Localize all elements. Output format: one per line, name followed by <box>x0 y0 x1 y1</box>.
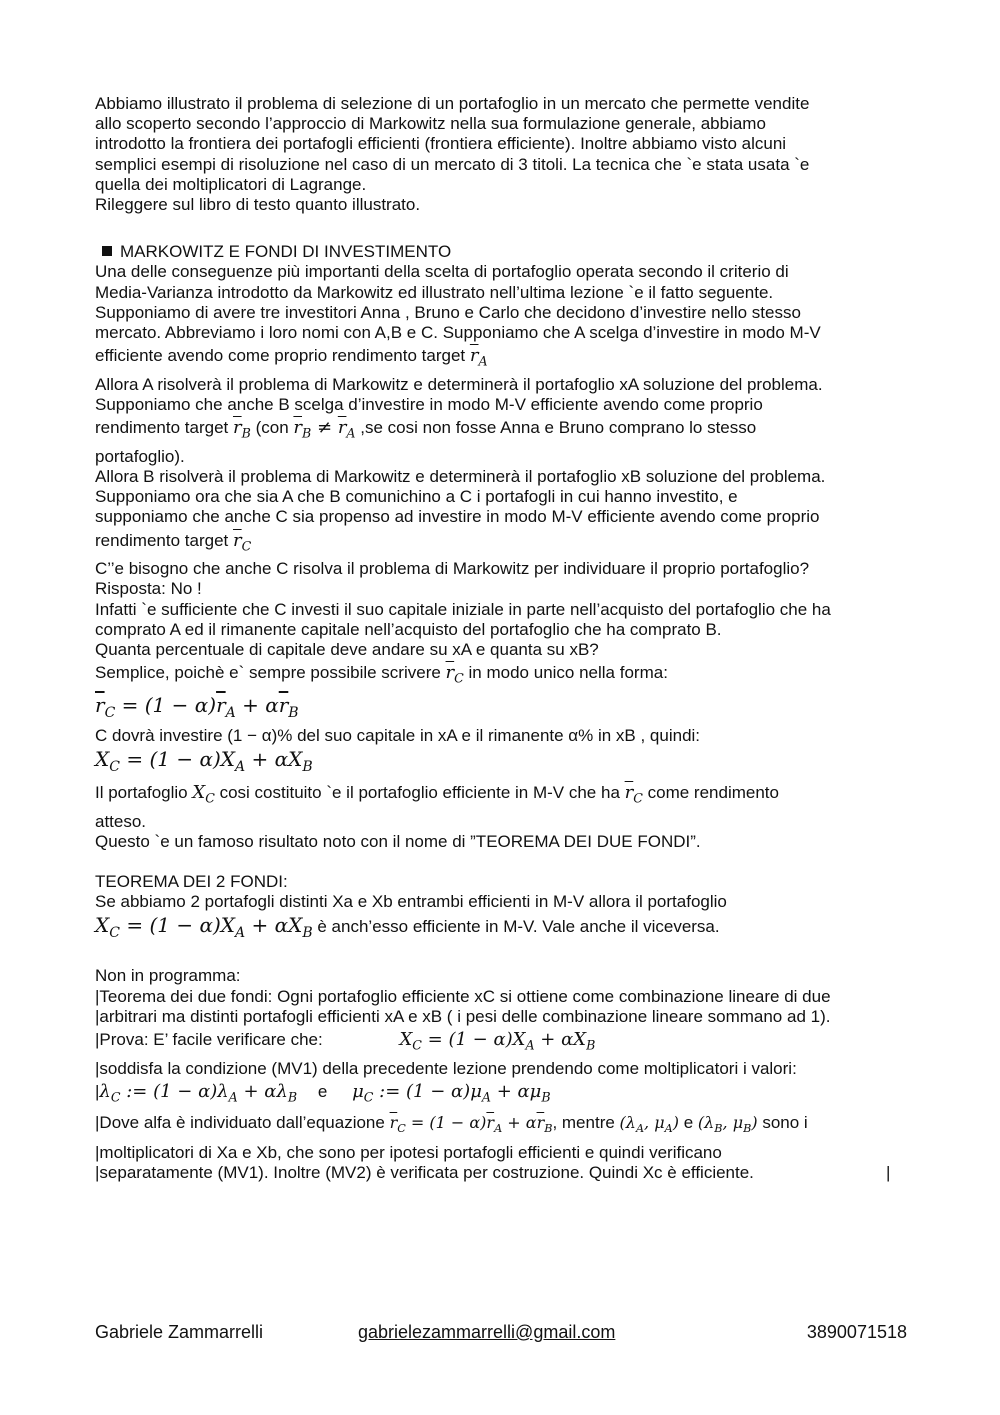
intro-line: Rileggere sul libro di testo quanto illustrato. <box>95 195 421 215</box>
text-line: Quanta percentuale di capitale deve andare su xA e quanta su xB? <box>95 640 599 660</box>
square-bullet-icon <box>102 246 112 256</box>
intro-line: quella dei moltiplicatori di Lagrange. <box>95 174 367 194</box>
section-heading-markowitz <box>95 242 915 262</box>
text-line: Supponiamo di avere tre investitori Anna , Bruno e Carlo che decidono d’investire nello stesso <box>95 302 801 322</box>
author-name: Gabriele Zammarrelli <box>95 1322 264 1342</box>
intro-line: semplici esempi di risoluzione nel caso di un mercato di 3 titoli. La tecnica che `e stata usata `e <box>95 154 810 174</box>
math-r-c: $\overline{r}_C$ <box>445 662 464 686</box>
not-in-program-section <box>95 966 915 1183</box>
text-line-multipliers <box>95 1079 915 1111</box>
text-fragment: |Dove alfa è individuato dall’equazione <box>95 1113 385 1133</box>
text-line: Media-Varianza introdotto da Markowitz ed illustrato nell’ultima lezione `e il fatto seguente. <box>95 282 774 302</box>
text-line: |arbitrari ma distinti portafogli efficienti xA e xB ( i pesi delle combinazione lineare sommano ad 1). <box>95 1006 831 1026</box>
math-formula: $X_C = (1 - \alpha)X_A + \alpha X_B$ <box>95 913 313 942</box>
text-line: Infatti `e sufficiente che C investi il suo capitale iniziale in parte nell’acquisto del portafoglio che ha <box>95 599 831 619</box>
section-heading-non-in-programma: Non in programma: <box>95 966 241 986</box>
text-line: Una delle conseguenze più importanti della scelta di portafoglio operata secondo il criterio di <box>95 262 789 282</box>
text-line-target-c <box>95 528 915 560</box>
math-equation: $\overline{r}_C = (1 - \alpha)\overline{r}_A + \alpha\overline{r}_B$ <box>389 1113 553 1136</box>
text-line: C dovrà investire (1 − α)% del suo capitale in xA e il rimanente α% in xB , quindi: <box>95 725 701 745</box>
text-line: Questo `e un famoso risultato noto con il nome di ”TEOREMA DEI DUE FONDI”. <box>95 831 701 851</box>
math-r-c: $\overline{r}_C$ <box>232 529 252 554</box>
intro-line: allo scoperto secondo l’approccio di Markowitz nella sua formulazione generale, abbiamo <box>95 114 766 134</box>
text-line-semplice <box>95 660 915 692</box>
text-line: |Teorema dei due fondi: Ogni portafoglio efficiente xC si ottiene come combinazione lineare di due <box>95 986 831 1006</box>
text-fragment: Il portafoglio <box>95 783 188 803</box>
text-fragment: come rendimento <box>647 783 779 803</box>
math-r-c: $\overline{r}_C$ <box>624 782 643 806</box>
math-pair-b: ($\lambda_B$, $\mu_B$) <box>697 1113 758 1136</box>
math-formula: $\overline{r}_C = (1 - \alpha)\overline{r}_A + \alpha\overline{r}_B$ <box>95 692 299 721</box>
text-fragment: , mentre <box>552 1113 615 1133</box>
math-r-b-neq-r-a: $\overline{r}_B \ne \overline{r}_A$ <box>293 417 356 441</box>
document-body <box>95 94 915 1183</box>
section-heading-teorema: TEOREMA DEI 2 FONDI: <box>95 872 288 892</box>
math-r-a: $\overline{r}_A$ <box>469 345 488 369</box>
math-lambda-c: $\lambda_C$ := $(1 - \alpha)\lambda_A + \alpha\lambda_B$ <box>99 1080 298 1105</box>
text-line-target-a <box>95 343 915 375</box>
text-line: |moltiplicatori di Xa e Xb, che sono per ipotesi portafogli efficienti e quindi verificano <box>95 1142 722 1162</box>
formula-x-c <box>95 746 915 780</box>
intro-line: Abbiamo illustrato il problema di selezione di un portafoglio in un mercato che permette vendite <box>95 94 810 113</box>
text-line: supponiamo che anche C sia propenso ad investire in modo M-V efficiente avendo come proprio <box>95 507 820 527</box>
text-fragment: (con <box>255 418 289 438</box>
text-fragment: e <box>317 1081 328 1101</box>
formula-r-c <box>95 692 915 726</box>
math-pair-a: ($\lambda_A$, $\mu_A$) <box>619 1113 679 1136</box>
text-line: Risposta: No ! <box>95 579 202 599</box>
text-line-prova <box>95 1027 915 1059</box>
author-email-link[interactable]: gabrielezammarrelli@gmail.com <box>358 1322 616 1342</box>
text-line: Allora A risolverà il problema di Markowitz e determinerà il portafoglio xA soluzione del problema. <box>95 374 823 394</box>
text-line: comprato A ed il rimanente capitale nell’acquisto del portafoglio che ha comprato B. <box>95 619 722 639</box>
text-fragment: è anch’esso efficiente in M-V. Vale anche il viceversa. <box>317 917 720 937</box>
text-line-portafoglio <box>95 780 915 812</box>
text-fragment: efficiente avendo come proprio rendimento target <box>95 346 466 366</box>
math-r-b: $\overline{r}_B$ <box>232 417 251 441</box>
intro-line: introdotto la frontiera dei portafogli efficienti (frontiera efficiente). Inoltre abbiamo visto alcuni <box>95 134 787 154</box>
text-line-dove <box>95 1110 915 1142</box>
text-line: portafoglio). <box>95 446 185 466</box>
text-line: mercato. Abbreviamo i loro nomi con A,B e C. Supponiamo che A scelga d’investire in modo M-V <box>95 323 821 343</box>
text-fragment: |Prova: E’ facile verificare che: <box>95 1030 323 1050</box>
text-fragment: Semplice, poichè e` sempre possibile scrivere <box>95 663 441 683</box>
heading-text: MARKOWITZ E FONDI DI INVESTIMENTO <box>120 242 452 262</box>
markowitz-paragraph <box>95 262 915 852</box>
text-line-theorem-formula <box>95 912 915 946</box>
text-line: Se abbiamo 2 portafogli distinti Xa e Xb entrambi efficienti in M-V allora il portafoglio <box>95 892 727 912</box>
math-formula: $X_C = (1 - \alpha)X_A + \alpha X_B$ <box>95 747 313 776</box>
math-x-c: $X_C$ <box>192 782 215 806</box>
text-line: |soddisfa la condizione (MV1) della precedente lezione prendendo come moltiplicatori i valori: <box>95 1058 797 1078</box>
text-fragment: | <box>886 1162 891 1182</box>
text-line: C’’e bisogno che anche C risolva il problema di Markowitz per individuare il proprio portafoglio? <box>95 559 810 579</box>
text-fragment: ,se cosi non fosse Anna e Bruno comprano lo stesso <box>360 418 757 438</box>
author-phone: 3890071518 <box>806 1322 907 1342</box>
text-line: Allora B risolverà il problema di Markowitz e determinerà il portafoglio xB soluzione del problema. <box>95 467 826 487</box>
text-fragment: e <box>683 1113 694 1133</box>
text-line: Supponiamo ora che sia A che B comunichino a C i portafogli in cui hanno investito, e <box>95 487 738 507</box>
text-fragment: in modo unico nella forma: <box>468 663 668 683</box>
text-line: atteso. <box>95 811 147 831</box>
theorem-section <box>95 872 915 946</box>
text-fragment: sono i <box>762 1113 808 1133</box>
text-line-target-b <box>95 415 915 447</box>
text-fragment: | <box>95 1081 100 1101</box>
text-line-final <box>95 1163 915 1183</box>
text-fragment: cosi costituito `e il portafoglio efficiente in M-V che ha <box>219 783 620 803</box>
math-formula: $X_C = (1 - \alpha)X_A + \alpha X_B$ <box>399 1029 596 1053</box>
intro-paragraph <box>95 94 915 215</box>
text-fragment: |separatamente (MV1). Inoltre (MV2) è verificata per costruzione. Quindi Xc è efficiente. <box>95 1162 754 1182</box>
text-fragment: rendimento target <box>95 530 229 550</box>
text-line: Supponiamo che anche B scelga d’investire in modo M-V efficiente avendo come proprio <box>95 395 763 415</box>
text-fragment: rendimento target <box>95 418 229 438</box>
math-mu-c: $\mu_C$ := $(1 - \alpha)\mu_A + \alpha\mu_B$ <box>352 1080 551 1105</box>
